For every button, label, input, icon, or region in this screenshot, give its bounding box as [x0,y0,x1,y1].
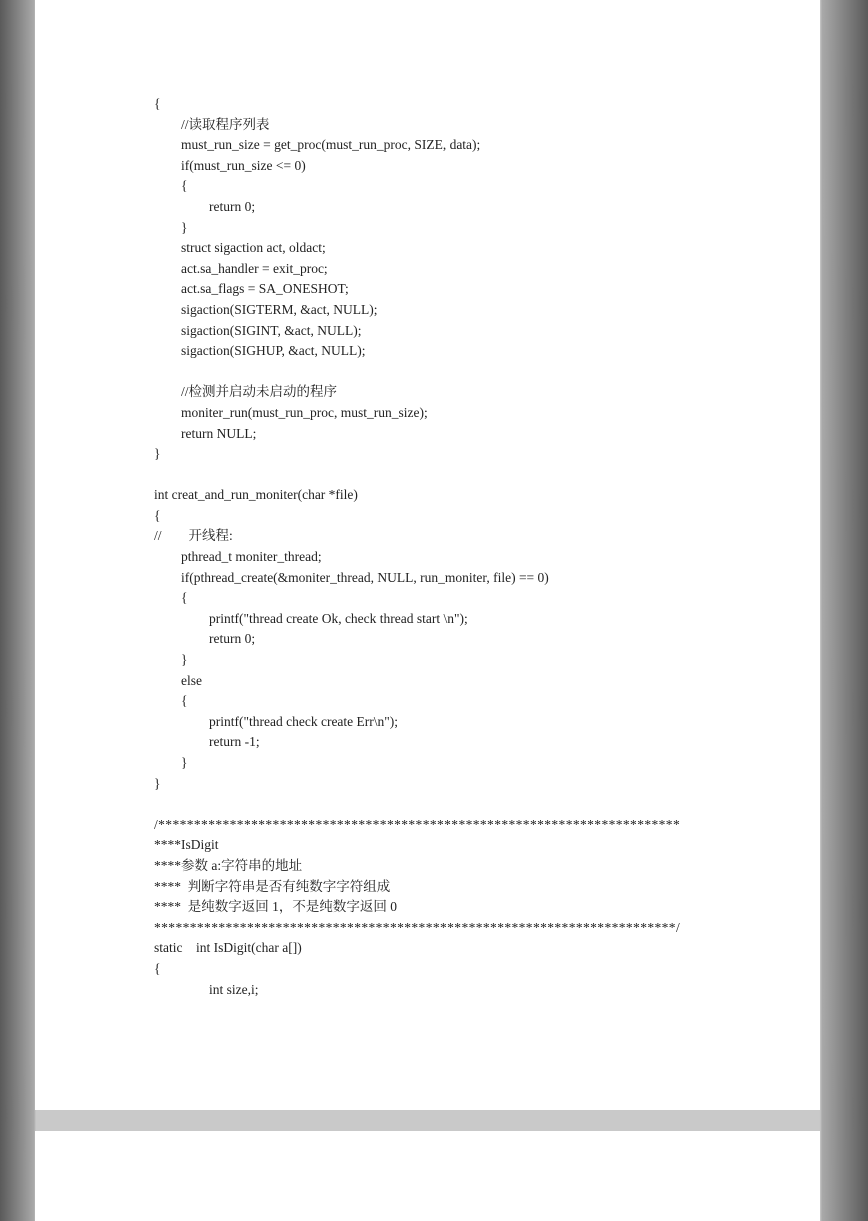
code-line-text: sigaction(SIGHUP, &act, NULL); [181,343,366,359]
code-line-text: **** 判断字符串是否有纯数字字符组成 [154,878,391,894]
code-line [154,815,774,836]
code-line-text: { [181,590,188,606]
code-line-text: { [181,693,188,709]
code-line-text: } [154,775,161,791]
code-line-text: else [181,672,202,688]
code-line-text: } [181,652,188,668]
code-line-text: return NULL; [181,425,257,441]
code-comment-text: 开线程: [188,528,233,544]
code-line [154,568,774,589]
code-line [154,94,774,115]
code-line-text: } [154,446,161,462]
code-line [154,176,774,197]
code-line [154,671,774,692]
code-line [154,588,774,609]
code-line [154,938,774,959]
code-line-text: return -1; [209,734,260,750]
code-line [154,485,774,506]
code-line-text: pthread_t moniter_thread; [181,549,322,565]
code-line [154,115,774,136]
code-line [154,918,774,939]
code-line-text: { [154,960,161,976]
code-block [154,94,774,1000]
code-line-text: ****IsDigit [154,837,219,853]
code-line-text: sigaction(SIGTERM, &act, NULL); [181,301,378,317]
code-line [154,877,774,898]
code-line [154,238,774,259]
code-line-text: /************************************************************************* [154,816,681,832]
code-line-text: act.sa_handler = exit_proc; [181,260,328,276]
code-line [154,382,774,403]
document-page [35,0,820,1110]
code-line [154,629,774,650]
code-line [154,774,774,795]
code-line-text: } [181,219,188,235]
code-line [154,444,774,465]
code-line [154,835,774,856]
code-line-text: //读取程序列表 [181,116,270,132]
code-line [154,712,774,733]
code-line [154,650,774,671]
code-line-text: //检测并启动未启动的程序 [181,384,338,400]
code-line-text: ****参数 a:字符串的地址 [154,857,303,873]
code-line-text: moniter_run(must_run_proc, must_run_size); [181,404,428,420]
code-line-text: act.sa_flags = SA_ONESHOT; [181,281,349,297]
code-line-text: } [181,755,188,770]
code-line [154,300,774,321]
code-line-text: int size,i; [209,981,259,997]
code-line [154,321,774,342]
blank-line [154,362,774,383]
code-line [154,980,774,1001]
code-line [154,753,774,774]
code-line [154,218,774,239]
code-line [154,609,774,630]
code-line-text: printf("thread check create Err\n"); [209,713,399,729]
code-line [154,856,774,877]
code-line-text: sigaction(SIGINT, &act, NULL); [181,322,362,338]
next-document-page [35,1131,820,1221]
code-line [154,691,774,712]
code-line-text: *************************************************************************/ [154,919,681,935]
code-line [154,135,774,156]
code-line [154,526,774,547]
code-line-text: printf("thread create Ok, check thread start \n"); [209,610,468,626]
code-line-text: { [154,507,161,523]
code-line-text: { [154,96,161,111]
code-line-text: int creat_and_run_moniter(char *file) [154,487,358,503]
code-line [154,279,774,300]
code-line [154,341,774,362]
code-line [154,506,774,527]
blank-line [154,465,774,486]
code-line [154,547,774,568]
code-line-text: **** 是纯数字返回 1，不是纯数字返回 0 [154,899,397,915]
code-line-text: static int IsDigit(char a[]) [154,940,302,956]
code-line [154,403,774,424]
code-line [154,156,774,177]
code-line-text: if(must_run_size <= 0) [181,157,306,173]
code-line [154,259,774,280]
code-line [154,197,774,218]
code-line [154,424,774,445]
code-line [154,897,774,918]
code-line-text: if(pthread_create(&moniter_thread, NULL, run_moniter, file) == 0) [181,569,549,585]
code-line [154,732,774,753]
code-line-text: return 0; [209,198,256,214]
code-line-text: return 0; [209,631,256,647]
code-line-text: // [154,528,162,544]
code-line-text: { [181,178,188,194]
blank-line [154,794,774,815]
code-line-text: must_run_size = get_proc(must_run_proc, SIZE, data); [181,137,481,153]
code-line-text: struct sigaction act, oldact; [181,240,326,256]
code-line [154,959,774,980]
